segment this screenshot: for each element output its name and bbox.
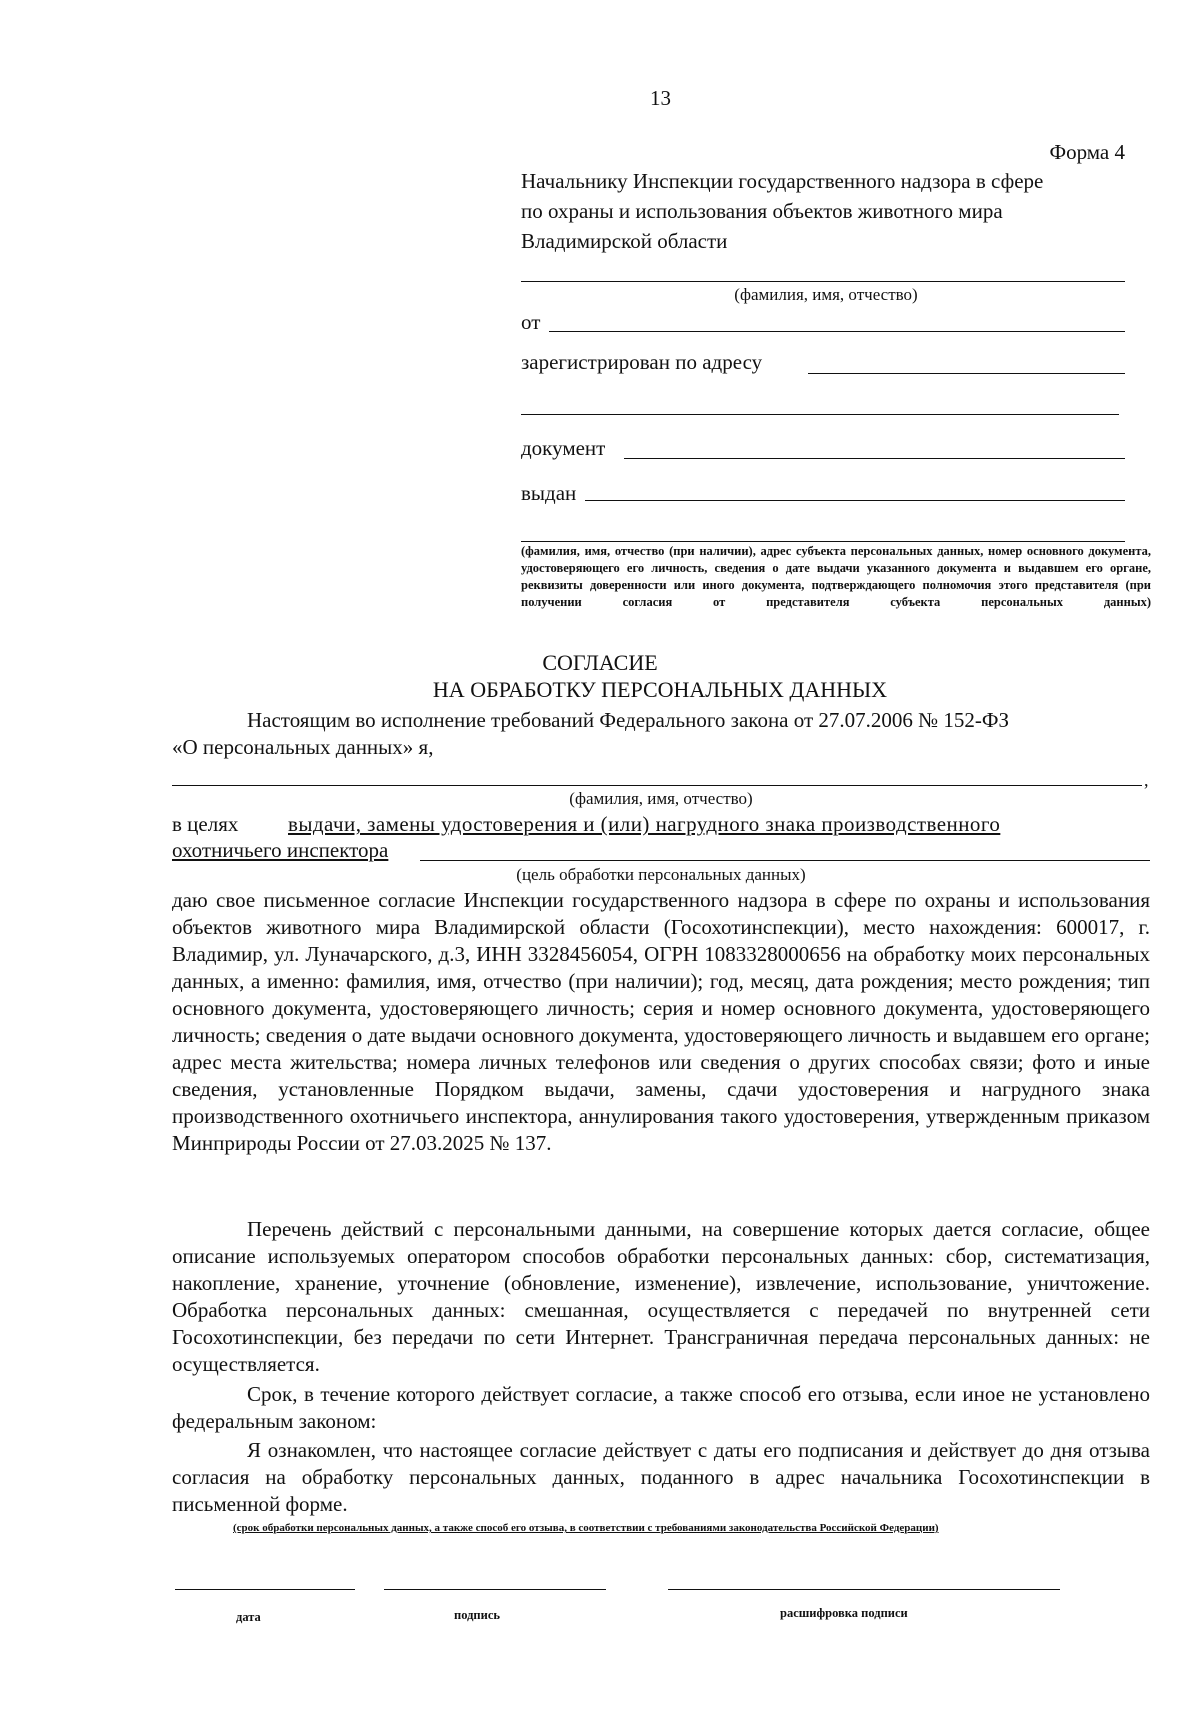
consent-paragraph-4: Я ознакомлен, что настоящее согласие действует с даты его подписания и действует до дня отзыва согласия на обработку персональных данных, поданного в адрес начальника Госохотинспекции в письменной форме.: [172, 1438, 1150, 1516]
signature-decode-field[interactable]: [668, 1589, 1060, 1590]
date-field[interactable]: [175, 1589, 355, 1590]
from-field[interactable]: [549, 331, 1125, 332]
purpose-text-line-2: охотничьего инспектора: [172, 838, 389, 862]
registered-address-field-2[interactable]: [521, 414, 1119, 415]
addressee-block: [521, 166, 1131, 256]
intro-line-1: Настоящим во исполнение требований Федерального закона от 27.07.2006 № 152-ФЗ: [247, 708, 1010, 732]
form-label: Форма 4: [1049, 140, 1125, 164]
purpose-caption: (цель обработки персональных данных): [516, 865, 806, 884]
comma-mark: ,: [1144, 770, 1149, 790]
intro-line-2: «О персональных данных» я,: [172, 735, 434, 759]
document-label: документ: [521, 436, 606, 460]
page-number: 13: [650, 86, 671, 110]
applicant-details-caption: (фамилия, имя, отчество (при наличии), адрес субъекта персональных данных, номер основного документа, удостоверяющего его личность, сведения о дате выдачи указанного документа и выдавшем его органе, реквизиты доверенности или иного документа, подтверждающего полномочия этого представителя (при получении согласия от представителя субъекта персональных данных): [521, 544, 1151, 609]
signature-decode-caption: расшифровка подписи: [780, 1606, 908, 1620]
addressee-line-2: по охраны и использования объектов животного мира: [521, 199, 1003, 223]
consent-title: СОГЛАСИЕ: [542, 650, 658, 675]
signature-field[interactable]: [384, 1589, 606, 1590]
issued-by-label: выдан: [521, 481, 577, 505]
date-caption: дата: [236, 1610, 261, 1624]
consenter-name-field[interactable]: [172, 785, 1142, 786]
consent-subtitle: НА ОБРАБОТКУ ПЕРСОНАЛЬНЫХ ДАННЫХ: [432, 677, 888, 702]
document-field[interactable]: [624, 458, 1125, 459]
consent-paragraph-1: даю свое письменное согласие Инспекции государственного надзора в сфере по охраны и использования объектов животного мира Владимирской области (Госохотинспекции), место нахождения: 600017, г. Владимир, ул. Луначарского, д.3, ИНН 3328456054, ОГРН 1083328000656 на обработку моих персональных данных, а именно: фамилия, имя, отчество (при наличии); год, месяц, дата рождения; место рождения; тип основного документа, удостоверяющего личность; серия и номер основного документа, удостоверяющего личность; сведения о дате выдачи основного документа, удостоверяющего личность и выдавшем его органе; адрес места жительства; номера личных телефонов или сведения о других способах связи; фото и иные сведения, установленные Порядком выдачи, замены, сдачи удостоверения и нагрудного знака производственного охотничьего инспектора, аннулирования такого удостоверения, утвержденным приказом Минприроды России от 27.03.2025 № 137.: [172, 888, 1150, 1155]
applicant-name-caption: (фамилия, имя, отчество): [734, 285, 918, 304]
registered-address-field[interactable]: [808, 373, 1125, 374]
addressee-line-1: Начальнику Инспекции государственного надзора в сфере: [521, 169, 1044, 193]
consent-paragraph-2: Перечень действий с персональными данными, на совершение которых дается согласие, общее описание используемых оператором способов обработки персональных данных: сбор, систематизация, накопление, хранение, уточнение (обновление, изменение), извлечение, использование, уничтожение. Обработка персональных данных: смешанная, осуществляется с передачей по внутренней сети Госохотинспекции, без передачи по сети Интернет. Трансграничная передача персональных данных: не осуществляется.: [172, 1217, 1150, 1376]
purpose-field-line: [420, 860, 1150, 861]
purpose-label: в целях: [172, 812, 239, 836]
consenter-name-caption: (фамилия, имя, отчество): [569, 789, 753, 808]
validity-footnote: (срок обработки персональных данных, а также способ его отзыва, в соответствии с требованиями законодательства Российской Федерации): [233, 1522, 939, 1534]
consent-paragraph-3: Срок, в течение которого действует согласие, а также способ его отзыва, если иное не установлено федеральным законом:: [172, 1382, 1150, 1433]
addressee-line-3: Владимирской области: [521, 229, 728, 253]
registered-address-label: зарегистрирован по адресу: [521, 350, 763, 374]
from-label: от: [521, 310, 541, 334]
purpose-text-line-1: выдачи, замены удостоверения и (или) нагрудного знака производственного: [288, 812, 1001, 836]
signature-caption: подпись: [454, 1608, 500, 1622]
applicant-name-line[interactable]: [521, 281, 1125, 282]
issued-by-field[interactable]: [585, 500, 1125, 501]
purpose-row: [172, 812, 1150, 837]
applicant-details-line[interactable]: [521, 541, 1125, 542]
